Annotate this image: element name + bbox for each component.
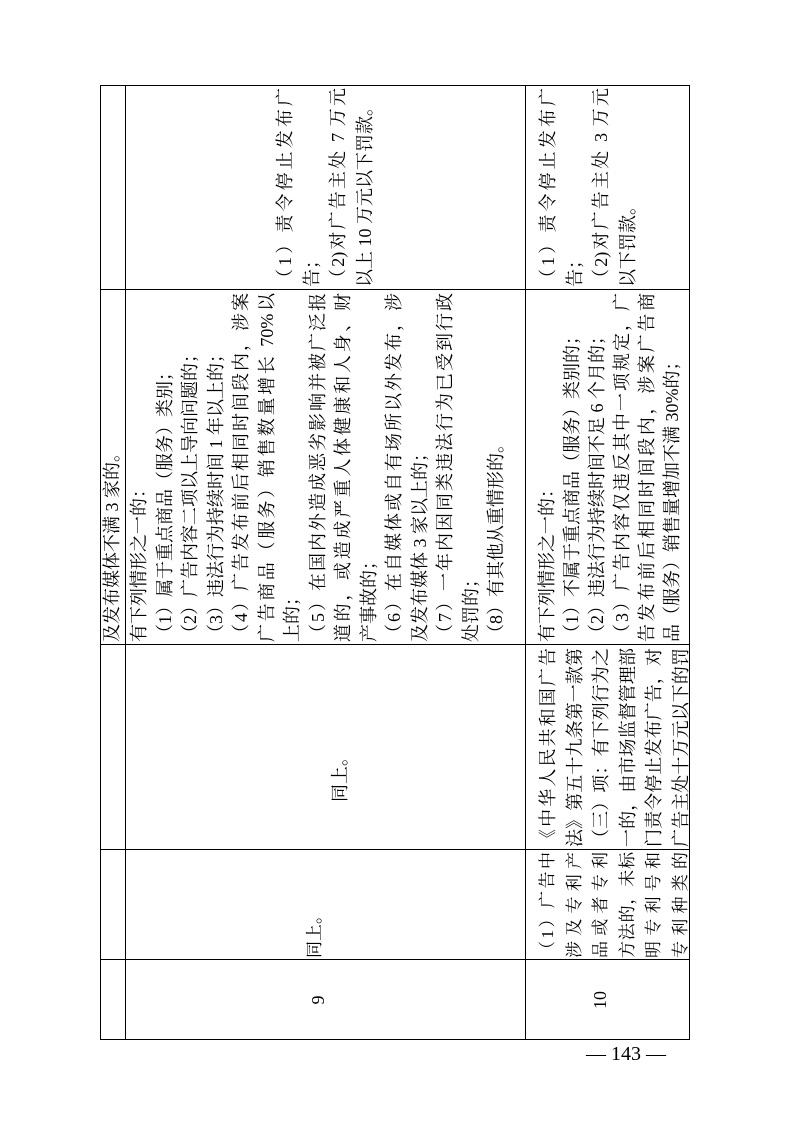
violation-line: 方法的，未标 — [617, 852, 637, 958]
legal-basis-cell — [125, 645, 525, 850]
circumstances-line: 广告商品（服务）销售数量增长 70%以 — [256, 293, 277, 642]
penalty-line: （2)对广告主处 7 万元 — [328, 88, 348, 287]
circumstances-cell — [100, 290, 125, 645]
circumstances-line: 及发布媒体 3 家以上的； — [409, 444, 430, 642]
circumstances-line: （3）违法行为持续时间 1 年以上的； — [205, 345, 226, 642]
violation-line: 品或者专利 — [591, 852, 610, 958]
circumstances-line: （1）属于重点商品（服务）类别； — [154, 363, 175, 642]
no-cell — [525, 960, 690, 1040]
circumstances-line: 上的； — [282, 588, 302, 642]
penalty-cell — [525, 85, 690, 290]
violation-line: 明专利号和 — [644, 852, 663, 958]
circumstances-line: （7）一年内因同类违法行为已受到行政 — [435, 293, 455, 642]
violation-cell — [525, 850, 690, 960]
penalty-line: 以上 10 万元以下罚款。 — [354, 98, 375, 287]
circumstances-cell — [125, 290, 525, 645]
no-cell — [125, 960, 525, 1040]
violation-line: 专利种类的 — [670, 852, 690, 958]
legal-basis-line: 同上。 — [329, 748, 350, 802]
legal-basis-line: 《中华人民共和国广告 — [538, 648, 558, 847]
circumstances-line: 道的，或造成严重人体健康和人身、财 — [333, 293, 353, 642]
violation-line: 同上。 — [304, 907, 324, 958]
page-number: — 143 — — [586, 1043, 666, 1065]
circumstances-line: 品（服务）销售量增加不满 30%的； — [662, 352, 682, 642]
circumstances-line: 告发布前后相同时间段内，涉案广告商 — [637, 293, 657, 642]
legal-basis-cell — [525, 645, 690, 850]
circumstances-line: （5）在国内外造成恶劣影响并被广泛报 — [307, 293, 328, 642]
table-row — [125, 85, 525, 1040]
row-number: 9 — [307, 995, 328, 1005]
row-number: 10 — [589, 991, 610, 1009]
legal-basis-line: 广告主处十万元以下的罚 — [670, 648, 691, 847]
circumstances-line: （6）在自媒体或自有场所以外发布，涉 — [384, 293, 404, 642]
legal-basis-line: 一的，由市场监督管理部 — [617, 648, 638, 847]
circumstances-line: 及发布媒体不满 3 家的。 — [102, 444, 122, 642]
circumstances-line: （4）广告发布前后相同时间段内，涉案 — [231, 293, 251, 642]
circumstances-line: （2）广告内容二项以上导向问题的； — [180, 345, 200, 642]
violation-line: 涉及专利产 — [564, 852, 584, 958]
legal-basis-line: （三）项：有下列行为之 — [591, 648, 611, 847]
penalty-line: （2)对广告主处 3 万元 — [591, 88, 611, 287]
circumstances-line: （8）有其他从重情形的。 — [486, 435, 506, 642]
circumstances-line: 有下列情形之一的： — [537, 480, 557, 642]
table-row — [525, 85, 690, 1040]
legal-basis-line: 门责令停止发布广告，对 — [644, 648, 664, 847]
penalty-line: （1）责令停止发布广 — [538, 88, 558, 287]
circumstances-line: 产事故的； — [358, 552, 379, 642]
circumstances-line: （3）广告内容仅违反其中一项规定，广 — [612, 293, 632, 642]
continuation-row — [100, 85, 125, 1040]
circumstances-line: （2）违法行为持续时间不足 6 个月的； — [587, 327, 607, 642]
violation-cell — [125, 850, 525, 960]
circumstances-cell — [525, 290, 690, 645]
penalty-cell — [125, 85, 525, 290]
circumstances-line: 有下列情形之一的： — [129, 480, 149, 642]
violation-line: （1）广告中 — [538, 852, 557, 958]
penalty-line: 告； — [564, 251, 585, 287]
circumstances-line: （1）不属于重点商品（服务）类别的； — [562, 327, 582, 642]
circumstances-line: 处罚的； — [460, 570, 481, 642]
penalty-discretion-table — [100, 85, 690, 1040]
penalty-line: 告； — [301, 251, 322, 287]
penalty-line: （1）责令停止发布广 — [275, 88, 295, 287]
penalty-line: 以下罚款。 — [617, 197, 638, 287]
legal-basis-line: 法》第五十九条第一款第 — [564, 648, 585, 847]
